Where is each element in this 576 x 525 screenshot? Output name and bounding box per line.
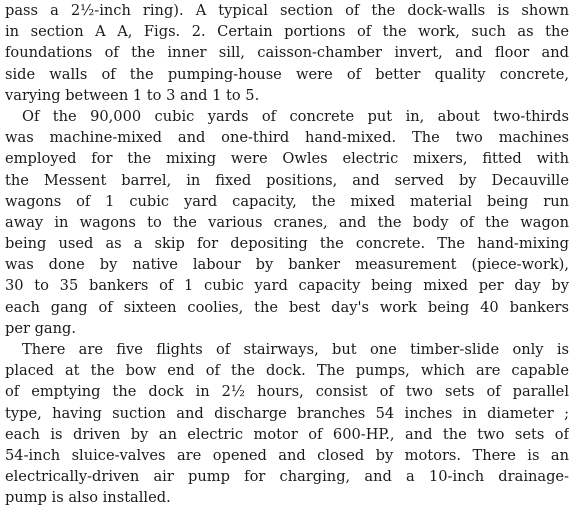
paragraph-2 [5,106,569,339]
text-line: placed at the bow end of the dock. The pumps, which are capable [5,362,569,380]
paragraph-3 [5,339,569,509]
text-line: employed for the mixing were Owles electric mixers, fitted with [5,150,569,168]
text-line: was done by native labour by banker measurement (piece-work), [5,256,569,274]
text-line: 54-inch sluice-valves are opened and closed by motors. There is an [5,446,569,464]
text-line: type, having suction and discharge branches 54 inches in diameter ; [5,404,569,422]
text-line: per gang. [5,319,77,337]
text-line: being used as a skip for depositing the concrete. The hand-mixing [5,235,569,253]
text-line: 30 to 35 bankers of 1 cubic yard capacity being mixed per day by [5,277,569,295]
text-line: each is driven by an electric motor of 600-HP., and the two sets of [5,425,569,443]
text-line: each gang of sixteen coolies, the best day's work being 40 bankers [5,298,569,316]
text-line: away in wagons to the various cranes, and the body of the wagon [5,213,569,231]
text-line: electrically-driven air pump for charging, and a 10-inch drainage- [5,468,569,486]
text-line: Of the 90,000 cubic yards of concrete put in, about two-thirds [22,107,569,125]
text-line: side walls of the pumping-house were of better quality concrete, [5,65,569,83]
text-line: was machine-mixed and one-third hand-mixed. The two machines [5,129,569,147]
text-line: wagons of 1 cubic yard capacity, the mixed material being run [5,192,569,210]
text-line: the Messent barrel, in fixed positions, and served by Decauville [5,171,569,189]
document-page [5,0,569,525]
text-line: varying between 1 to 3 and 1 to 5. [5,86,260,104]
text-line: in section A A, Figs. 2. Certain portions of the work, such as the [5,23,569,41]
text-line: of emptying the dock in 2½ hours, consist of two sets of parallel [5,383,569,401]
text-line: pump is also installed. [5,489,171,507]
text-line: There are five flights of stairways, but one timber-slide only is [22,341,569,358]
paragraph-1 [5,0,569,106]
text-line: foundations of the inner sill, caisson-chamber invert, and floor and [5,44,569,62]
text-line: pass a 2½-inch ring). A typical section of the dock-walls is shown [5,2,569,19]
